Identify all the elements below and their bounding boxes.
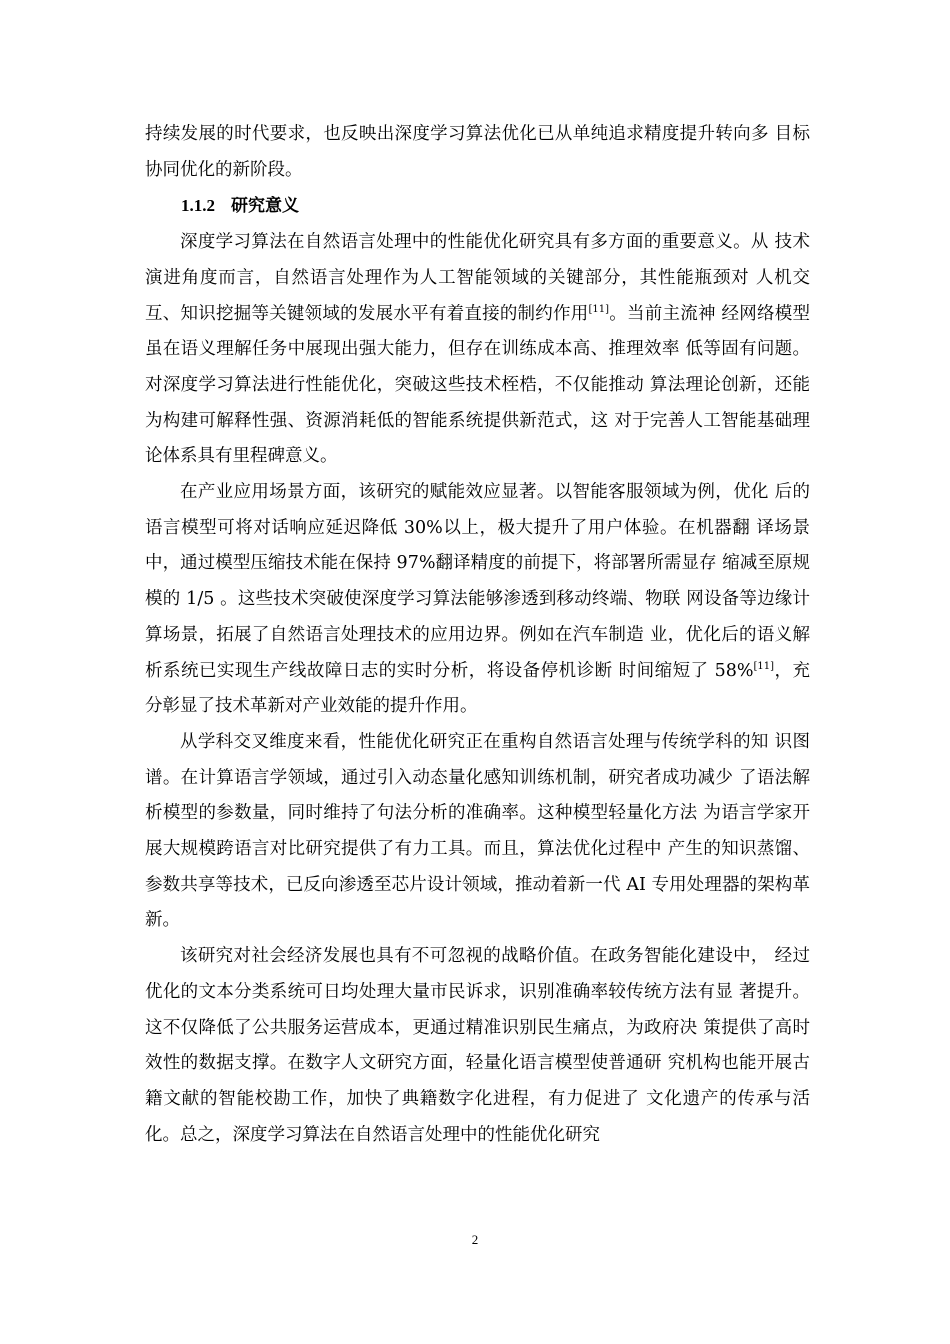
section-title: 研究意义: [231, 196, 299, 217]
paragraph-text: ，充分彰显了技术革新对产业效能的提升作用。: [145, 660, 810, 717]
page-body: [145, 117, 810, 1153]
lead-paragraph: 持续发展的时代要求，也反映出深度学习算法优化已从单纯追求精度提升转向多 目标协同优化的新阶段。: [145, 124, 810, 180]
paragraph-text: 在产业应用场景方面，该研究的赋能效应显著。以智能客服领域为例，优化 后的语言模型可将对话响应延迟降低 30%以上，极大提升了用户体验。在机器翻 译场景中，通过模型压缩技术能在保持 97%翻译精度的前提下，将部署所需显存 缩减至原规模的 1/5 。这些技术突破使深度学习算法能够渗透到移动终端、物联 网设备等边缘计算场景，拓展了自然语言处理技术的应用边界。例如在汽车制造 业，优化后的语义解析系统已实现生产线故障日志的实时分析，将设备停机诊断 时间缩短了 58%: [145, 482, 810, 681]
citation-reference: [11]: [753, 660, 775, 672]
paragraph-text: 。当前主流神 经网络模型虽在语义理解任务中展现出强大能力，但存在训练成本高、推理效率 低等固有问题。对深度学习算法进行性能优化，突破这些技术桎梏，不仅能推动 算法理论创新，还能为构建可解释性强、资源消耗低的智能系统提供新范式，这 对于完善人工智能基础理论体系具有里程碑意义。: [145, 303, 811, 467]
body-paragraph: [145, 939, 810, 1153]
section-heading: [145, 188, 810, 225]
paragraph-text: 该研究对社会经济发展也具有不可忽视的战略价值。在政务智能化建设中， 经过优化的文本分类系统可日均处理大量市民诉求，识别准确率较传统方法有显 著提升。这不仅降低了公共服务运营成本，更通过精准识别民生痛点，为政府决 策提供了高时效性的数据支撑。在数字人文研究方面，轻量化语言模型使普通研 究机构也能开展古籍文献的智能校勘工作，加快了典籍数字化进程，有力促进了 文化遗产的传承与活化。总之，深度学习算法在自然语言处理中的性能优化研究: [145, 946, 810, 1145]
page-number: 2: [471, 1232, 479, 1247]
citation-reference: [11]: [588, 303, 610, 315]
body-paragraph: [145, 475, 810, 725]
section-number: 1.1.2: [181, 196, 215, 216]
body-paragraph: [145, 225, 810, 475]
body-paragraph: [145, 725, 810, 939]
paragraph-text: 从学科交叉维度来看，性能优化研究正在重构自然语言处理与传统学科的知 识图谱。在计算语言学领域，通过引入动态量化感知训练机制，研究者成功减少 了语法解析模型的参数量，同时维持了句法分析的准确率。这种模型轻量化方法 为语言学家开展大规模跨语言对比研究提供了有力工具。而且，算法优化过程中 产生的知识蒸馏、参数共享等技术，已反向渗透至芯片设计领域，推动着新一代 AI 专用处理器的架构革新。: [145, 731, 810, 931]
paragraph-text: 深度学习算法在自然语言处理中的性能优化研究具有多方面的重要意义。从 技术演进角度而言，自然语言处理作为人工智能领域的关键部分，其性能瓶颈对 人机交互、知识挖掘等关键领域的发展水平有着直接的制约作用: [145, 232, 810, 324]
